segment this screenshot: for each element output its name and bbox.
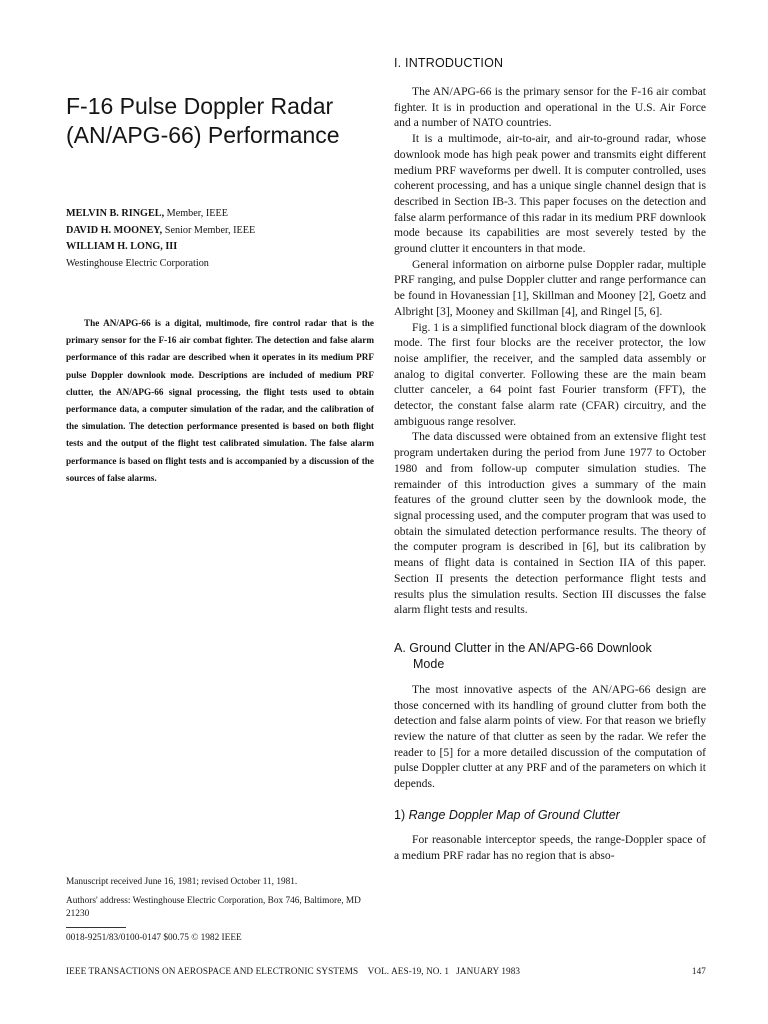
author-1 — [66, 206, 366, 223]
subsection-title-line2: Mode — [413, 656, 445, 671]
page-footer — [66, 966, 706, 976]
affiliation: Westinghouse Electric Corporation — [66, 257, 209, 269]
paragraph: General information on airborne pulse Doppler radar, multiple PRF ranging, and pulse Doppler clutter and range performance can be found in Hovanessian [1], Skillman and Mooney [2], Goetz and Albright [3], Mooney and Skillman [4], and Ringel [5, 6]. — [394, 257, 706, 318]
copyright-code: 0018-9251/83/0100-0147 $00.75 © 1982 IEEE — [66, 933, 242, 943]
introduction-text — [394, 84, 706, 618]
subsubsection-title: Range Doppler Map of Ground Clutter — [408, 807, 620, 822]
paragraph: The data discussed were obtained from an extensive flight test program undertaken during the period from June 1977 to October 1980 and from follow-up computer simulation studies. The remainder of this introduction gives a summary of the main features of the ground clutter seen by the downlook mode, the signal processing used, and the computer program that was used to obtain the simulated detection performance results. The theory of the computer program is described in [6], but its calibration by means of flight data is contained in Section IIA of this paper. Section II presents the detection performance flight tests and results plus the simulation results. Section III discusses the false alarm flight tests and results. — [394, 430, 706, 617]
body-column — [394, 56, 706, 863]
paragraph: Fig. 1 is a simplified functional block diagram of the downlook mode. The first four blocks are the receiver protector, the low noise amplifier, the receiver, and the sampled data assembly or analog to digital converter. Following these are the main beam clutter canceler, a 64 point fast Fourier transform (FFT), the detector, the constant false alarm rate (CFAR) circuitry, and the ambiguous range resolver. — [394, 320, 706, 428]
subsection-label: A. — [394, 640, 406, 655]
section-heading-introduction: I. INTRODUCTION — [394, 56, 504, 70]
author-role: Senior Member, IEEE — [162, 224, 256, 236]
ground-clutter-text — [394, 682, 706, 792]
range-doppler-text — [394, 832, 706, 863]
subsection-title-line1: Ground Clutter in the AN/APG-66 Downlook — [409, 640, 652, 655]
paragraph: The AN/APG-66 is the primary sensor for the F-16 air combat fighter. It is in production and operational in the U.S. Air Force and a number of NATO countries. — [394, 85, 706, 130]
footnotes — [66, 876, 374, 951]
author-role: Member, IEEE — [164, 208, 228, 219]
author-block — [66, 206, 366, 272]
subsubsection-number: 1) — [394, 807, 406, 822]
authors-address: Authors' address: Westinghouse Electric Corporation, Box 746, Baltimore, MD 21230 — [66, 896, 361, 919]
author-2 — [66, 223, 366, 240]
footnote-rule — [66, 927, 126, 928]
subsubsection-heading-range-doppler — [394, 808, 706, 822]
journal-citation: IEEE TRANSACTIONS ON AEROSPACE AND ELECTRONIC SYSTEMS VOL. AES-19, NO. 1 JANUARY 1983 — [66, 966, 521, 976]
paragraph: It is a multimode, air-to-air, and air-to-ground radar, whose downlook mode has high peak power and transmits eight different medium PRF waveforms per dwell. It is computer controlled, uses coherent processing, and has a unique single channel design that is described in Section IB-3. This paper focuses on the detection and false alarm performance of this radar in its medium PRF downlook mode because its capabilities are most severely tested by the ground clutter it encounters in that mode. — [394, 132, 706, 256]
author-name: MELVIN B. RINGEL, — [66, 208, 165, 219]
manuscript-received: Manuscript received June 16, 1981; revised October 11, 1981. — [66, 877, 298, 887]
author-name: DAVID H. MOONEY, — [66, 224, 163, 236]
abstract: The AN/APG-66 is a digital, multimode, fire control radar that is the primary sensor for the F-16 air combat fighter. The detection and false alarm performance of this radar are described when it operates in its medium PRF pulse Doppler downlook mode. Descriptions are included of medium PRF clutter, the AN/APG-66 signal processing, the flight tests used to obtain performance data, a computer simulation of the radar, and the calibration of the simulation. The detection performance presented is based on both flight tests and the output of the flight test calibrated simulation. The false alarm performance is based on flight tests and is accompanied by a discussion of the sources of false alarms. — [66, 318, 374, 483]
author-3 — [66, 239, 366, 256]
paper-title: F-16 Pulse Doppler Radar (AN/APG-66) Performance — [66, 93, 340, 148]
paragraph: For reasonable interceptor speeds, the range-Doppler space of a medium PRF radar has no region that is abso- — [394, 832, 706, 862]
paragraph: The most innovative aspects of the AN/APG-66 design are those concerned with its handling of ground clutter from both the detection and false alarm points of view. For that reason we briefly review the nature of that clutter as seen by the radar. We refer the reader to [5] for a more detailed discussion of the computation of pulse Doppler clutter at any PRF and of the parameters on which it depends. — [394, 682, 706, 791]
subsection-heading-ground-clutter — [394, 640, 706, 672]
page-number: 147 — [691, 966, 706, 976]
author-name: WILLIAM H. LONG, III — [66, 241, 178, 252]
